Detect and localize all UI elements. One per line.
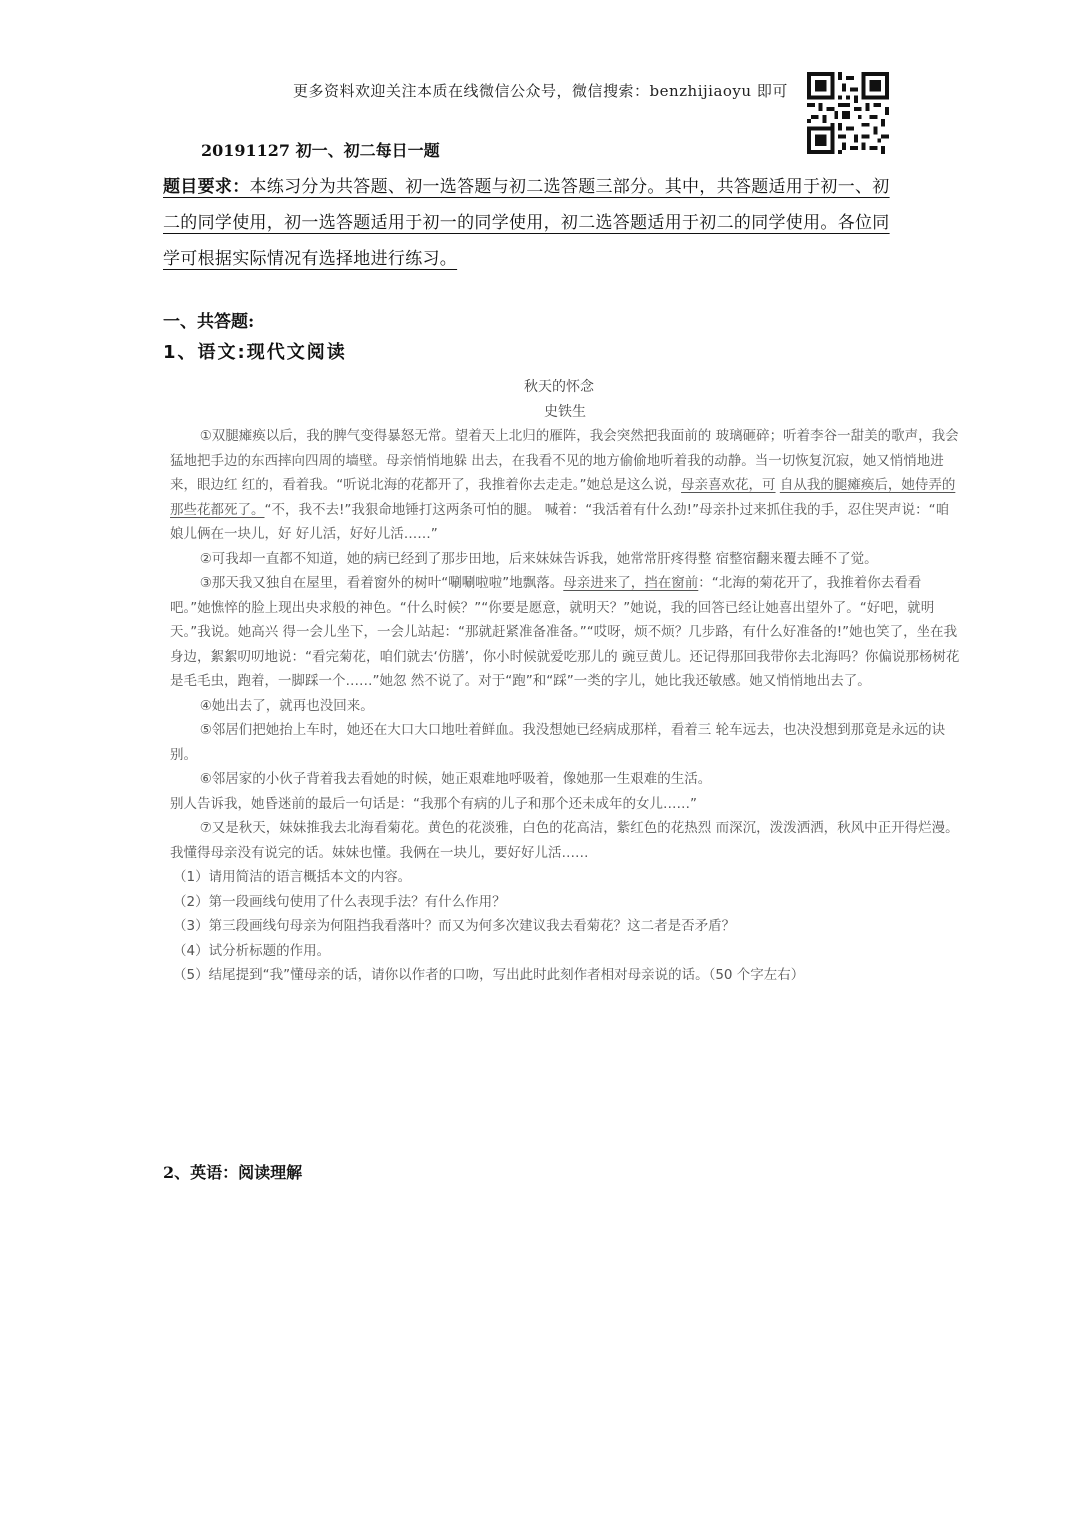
paragraph-3: ③那天我又独自在屋里，看着窗外的树叶“唰唰啦啦”地飘落。母亲进来了，挡在窗前：“北海的菊花开了，我推着你去看看吧。”她憔悴的脸上现出央求般的神色。“什么时候？”“你要是愿意，就明天？”她说，我的回答已经让她喜出望外了。“好吧，就明天。”我说。她高兴 得一会儿坐下，一会儿站起：“那就赶紧准备准备。”“哎呀，烦不烦？几步路，有什么好准备的!”她也笑了，坐在我身边，絮絮叨叨地说：“看完菊花，咱们就去‘仿膳’，你小时候就爱吃那儿的 豌豆黄儿。还记得那回我带你去北海吗？你偏说那杨树花是毛毛虫，跑着，一脚踩一个……”她忽 然不说了。对于“跑”和“踩”一类的字儿，她比我还敏感。她又悄悄地出去了。 xyxy=(170,575,960,689)
qr-code-icon xyxy=(806,72,890,154)
paragraph-7: ⑦又是秋天，妹妹推我去北海看菊花。黄色的花淡雅，白色的花高洁，紫红色的花热烈 而深沉，泼泼洒洒，秋风中正开得烂漫。我懂得母亲没有说完的话。妹妹也懂。我俩在一块儿，要好好儿活…… xyxy=(170,820,959,861)
underlined-sentence-2: 自从我的腿瘫痪后，她侍弄的那些花都死了。 xyxy=(170,477,956,518)
subheading-chinese-reading: 1、语文:现代文阅读 xyxy=(163,342,347,363)
passage-title: 秋天的怀念 xyxy=(524,379,594,395)
subheading-english-reading: 2、英语：阅读理解 xyxy=(163,1163,303,1182)
requirement-label: 题目要求： xyxy=(163,177,250,197)
underlined-sentence-1: 母亲喜欢花，可 xyxy=(681,477,776,493)
reading-passage xyxy=(170,375,960,988)
question-2: （2）第一段画线句使用了什么表现手法？有什么作用？ xyxy=(173,893,506,910)
requirement-line-3: 学可根据实际情况有选择地进行练习。 xyxy=(163,249,458,269)
passage-author: 史铁生 xyxy=(544,403,586,420)
question-3: （3）第三段画线句母亲为何阻挡我看落叶？而又为何多次建议我去看菊花？这二者是否矛盾？ xyxy=(173,918,736,934)
paragraph-4: ④她出去了，就再也没回来。 xyxy=(199,697,374,714)
paragraph-6b: 别人告诉我，她昏迷前的最后一句话是：“我那个有病的儿子和那个还未成年的女儿……” xyxy=(170,795,697,812)
paragraph-2: ②可我却一直都不知道，她的病已经到了那步田地，后来妹妹告诉我，她常常肝疼得整 宿整宿翻来覆去睡不了觉。 xyxy=(199,550,878,567)
paragraph-5: ⑤邻居们把她抬上车时，她还在大口大口地吐着鲜血。我没想她已经病成那样，看着三 轮车远去，也决没想到那竟是永远的诀别。 xyxy=(170,722,946,763)
paragraph-6: ⑥邻居家的小伙子背着我去看她的时候，她正艰难地呼吸着，像她那一生艰难的生活。 xyxy=(199,771,712,787)
question-5: （5）结尾提到“我”懂母亲的话，请你以作者的口吻，写出此时此刻作者相对母亲说的话。（50 个字左右） xyxy=(173,967,805,983)
question-4: （4）试分析标题的作用。 xyxy=(173,942,331,959)
paragraph-1: ①双腿瘫痪以后，我的脾气变得暴怒无常。望着天上北归的雁阵，我会突然把我面前的 玻璃砸碎；听着李谷一甜美的歌声，我会猛地把手边的东西摔向四周的墙壁。母亲悄悄地躲 出去，在我看不见的地方偷偷地听着我的动静。当一切恢复沉寂，她又悄悄地进来，眼边红 红的，看着我。“听说北海的花都开了，我推着你去走走。”她总是这么说，母亲喜欢花，可 自从我的腿瘫痪后，她侍弄的那些花都死了。“不，我不去!”我狠命地锤打这两条可怕的腿。 喊着：“我活着有什么劲!”母亲扑过来抓住我的手，忍住哭声说：“咱娘儿俩在一块儿，好 好儿活，好好儿活……” xyxy=(170,428,959,542)
requirement-line-1: 本练习分为共答题、初一选答题与初二选答题三部分。其中，共答题适用于初一、初 xyxy=(249,177,890,197)
document-title: 20191127 初一、初二每日一题 xyxy=(201,141,440,160)
underlined-sentence-3: 母亲进来了，挡在窗前 xyxy=(563,575,699,591)
header-note: 更多资料欢迎关注本质在线微信公众号，微信搜索：benzhijiaoyu 即可 xyxy=(293,82,788,100)
question-1: （1）请用简洁的语言概括本文的内容。 xyxy=(173,869,412,885)
section-heading-shared: 一、共答题: xyxy=(163,312,255,332)
requirement-line-2: 二的同学使用，初一选答题适用于初一的同学使用，初二选答题适用于初二的同学使用。各位同 xyxy=(163,213,890,233)
requirement-block xyxy=(163,169,923,277)
